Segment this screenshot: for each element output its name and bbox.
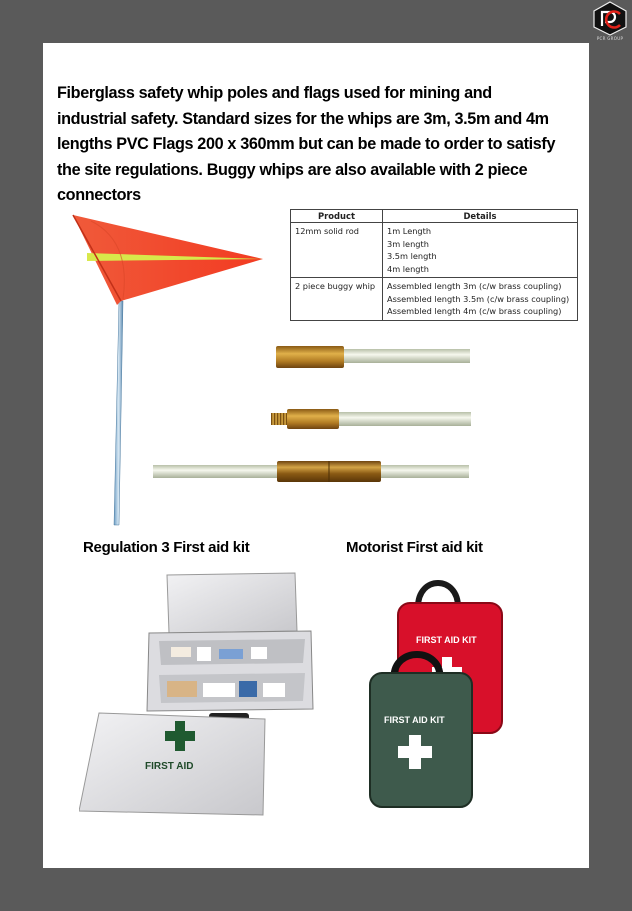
details-line: 3.5m length [387, 251, 437, 261]
box-label: FIRST AID [145, 761, 194, 772]
table-header-row [291, 210, 578, 223]
intro-paragraph: Fiberglass safety whip poles and flags used for mining and industrial safety. Standard sizes for the whips are 3m, 3.5m and 4m lengths PVC Flags 200 x 360mm but can be made to order to satisfy the site regulations. Buggy whips are also available with 2 piece connectors [57, 84, 556, 204]
product-cell: 12mm solid rod [291, 223, 383, 278]
regulation-first-aid-box-image [79, 571, 319, 826]
rod-threaded-connector-image [271, 405, 476, 440]
details-line: 1m Length [387, 226, 432, 236]
column-header-product: Product [291, 210, 383, 223]
logo-mark-icon [590, 0, 630, 36]
rod-coupling-joined-image [153, 457, 473, 492]
details-line: 4m length [387, 263, 429, 274]
document-page [43, 43, 589, 868]
details-cell [383, 278, 578, 321]
details-line: 3m length [387, 238, 429, 249]
red-bag-label: FIRST AID KIT [416, 635, 477, 645]
motorist-kit-title: Motorist First aid kit [346, 539, 483, 556]
details-line: Assembled length 3.5m (c/w brass coupling) [387, 293, 570, 304]
table-row [291, 223, 578, 278]
company-logo [590, 0, 630, 44]
details-line: Assembled length 3m (c/w brass coupling) [387, 281, 562, 291]
product-spec-table [290, 209, 578, 321]
logo-caption: PCR GROUP [596, 36, 624, 41]
motorist-first-aid-bag-image [358, 573, 508, 828]
details-line: Assembled length 4m (c/w brass coupling) [387, 306, 562, 316]
product-cell: 2 piece buggy whip [291, 278, 383, 321]
rod-end-cap-image [276, 343, 476, 378]
column-header-details: Details [383, 210, 578, 223]
green-bag-label: FIRST AID KIT [384, 715, 445, 725]
regulation-kit-title: Regulation 3 First aid kit [83, 539, 250, 556]
details-cell [383, 223, 578, 278]
table-row [291, 278, 578, 321]
